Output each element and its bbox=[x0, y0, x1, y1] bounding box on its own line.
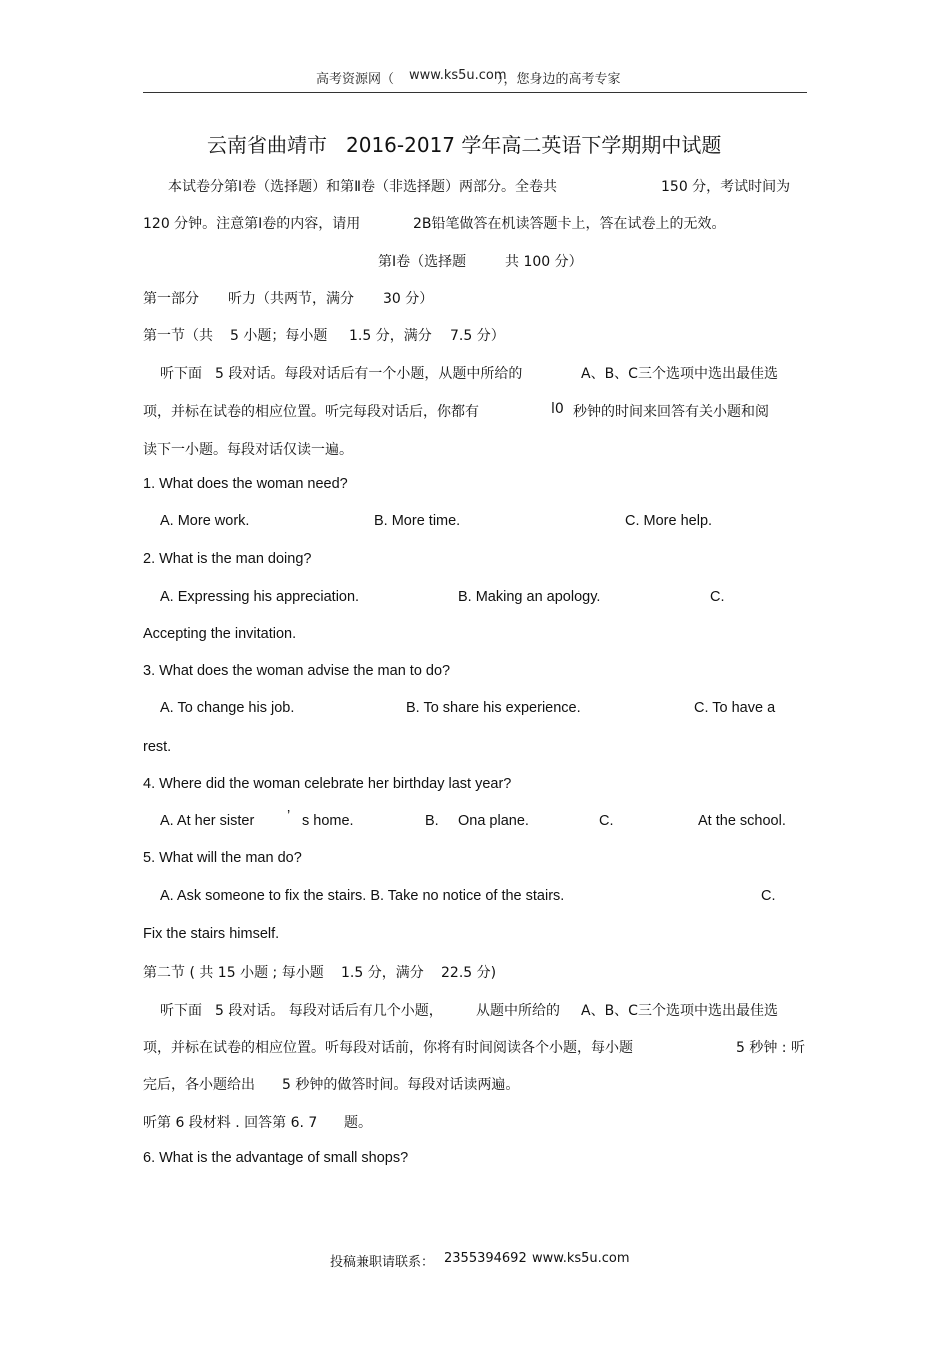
part1-b: 听力（共两节，满分 bbox=[228, 291, 354, 307]
instr2-l1c: 从题中所给的 bbox=[476, 1003, 560, 1019]
q4-option-a3: s home. bbox=[302, 813, 354, 829]
q5-option-c-cont: Fix the stairs himself. bbox=[143, 926, 280, 942]
material6-b: 题。 bbox=[344, 1115, 372, 1131]
instr1-l1c: A、B、C三个选项中选出最佳选 bbox=[581, 366, 778, 382]
q5-option-c: C. bbox=[761, 888, 776, 904]
q4-stem: 4. Where did the woman celebrate her birthday last year? bbox=[143, 776, 512, 792]
q2-option-b: B. Making an apology. bbox=[458, 589, 601, 605]
instr2-l1b: 5 段对话。 每段对话后有几个小题， bbox=[215, 1003, 443, 1019]
q4-option-c1: C. bbox=[599, 813, 614, 829]
volume-heading-a: 第Ⅰ卷（选择题 bbox=[378, 254, 467, 270]
section2-c: 22.5 分) bbox=[441, 965, 497, 981]
footer-phone: 2355394692 bbox=[444, 1251, 527, 1266]
instr2-l1d: A、B、C三个选项中选出最佳选 bbox=[581, 1003, 778, 1019]
q4-option-c2: At the school. bbox=[698, 813, 786, 829]
section2-b: 1.5 分，满分 bbox=[341, 965, 424, 981]
section1-a: 第一节（共 bbox=[143, 328, 213, 344]
q4-option-a2: ’ bbox=[287, 808, 291, 824]
q2-option-a: A. Expressing his appreciation. bbox=[160, 589, 360, 605]
intro-line1a: 本试卷分第Ⅰ卷（选择题）和第Ⅱ卷（非选择题）两部分。全卷共 bbox=[168, 179, 558, 195]
instr2-l2b: 5 秒钟 : 听 bbox=[736, 1040, 805, 1056]
section1-c: 1.5 分，满分 bbox=[349, 328, 432, 344]
q1-stem: 1. What does the woman need? bbox=[143, 476, 348, 492]
footer-site: www.ks5u.com bbox=[532, 1251, 630, 1266]
page-title: 2016-2017 学年高二英语下学期期中试题 bbox=[346, 133, 722, 157]
section1-b: 5 小题；每小题 bbox=[230, 328, 328, 344]
q3-option-a: A. To change his job. bbox=[160, 700, 295, 716]
q2-option-c-cont: Accepting the invitation. bbox=[143, 626, 297, 642]
q1-option-b: B. More time. bbox=[374, 513, 461, 529]
header-text-suffix: ），您身边的高考专家 bbox=[497, 72, 621, 87]
material6-a: 听第 6 段材料 . 回答第 6. 7 bbox=[143, 1115, 318, 1131]
header-rule bbox=[143, 92, 807, 93]
part1-a: 第一部分 bbox=[143, 291, 199, 307]
intro-line2b: 2B铅笔做答在机读答题卡上，答在试卷上的无效。 bbox=[413, 216, 726, 232]
title-left: 云南省曲靖市 bbox=[207, 133, 327, 157]
q4-option-a1: A. At her sister bbox=[160, 813, 255, 829]
q5-options-ab: A. Ask someone to fix the stairs. B. Take no notice of the stairs. bbox=[160, 888, 565, 904]
intro-line2a: 120 分钟。注意第Ⅰ卷的内容，请用 bbox=[143, 216, 361, 232]
q4-option-b2: Ona plane. bbox=[458, 813, 529, 829]
instr2-l3b: 5 秒钟的做答时间。每段对话读两遍。 bbox=[282, 1077, 520, 1093]
q6-stem: 6. What is the advantage of small shops? bbox=[143, 1150, 409, 1166]
instr1-l3: 读下一小题。每段对话仅读一遍。 bbox=[143, 442, 353, 458]
q2-stem: 2. What is the man doing? bbox=[143, 551, 312, 567]
instr2-l1a: 听下面 bbox=[160, 1003, 202, 1019]
q3-option-c-cont: rest. bbox=[143, 739, 172, 755]
instr1-l1b: 5 段对话。每段对话后有一个小题，从题中所给的 bbox=[215, 366, 523, 382]
footer-label: 投稿兼职请联系： bbox=[330, 1255, 435, 1270]
instr1-l1a: 听下面 bbox=[160, 366, 202, 382]
volume-heading-b: 共 100 分） bbox=[505, 254, 583, 270]
q5-stem: 5. What will the man do? bbox=[143, 850, 302, 866]
instr2-l2a: 项，并标在试卷的相应位置。听每段对话前，你将有时间阅读各个小题，每小题 bbox=[143, 1040, 633, 1056]
q1-option-a: A. More work. bbox=[160, 513, 250, 529]
q4-option-b1: B. bbox=[425, 813, 439, 829]
instr2-l3a: 完后，各小题给出 bbox=[143, 1077, 255, 1093]
instr1-l2a: 项，并标在试卷的相应位置。听完每段对话后，你都有 bbox=[143, 404, 479, 420]
q3-option-b: B. To share his experience. bbox=[406, 700, 581, 716]
header-text-prefix: 高考资源网（ bbox=[316, 72, 395, 87]
instr1-l2b: l0 bbox=[551, 401, 564, 417]
q3-option-c: C. To have a bbox=[694, 700, 776, 716]
q1-option-c: C. More help. bbox=[625, 513, 713, 529]
q2-option-c: C. bbox=[710, 589, 725, 605]
instr1-l2c: 秒钟的时间来回答有关小题和阅 bbox=[573, 404, 769, 420]
section1-d: 7.5 分） bbox=[450, 328, 505, 344]
section2-a: 第二节 ( 共 15 小题 ; 每小题 bbox=[143, 965, 324, 981]
intro-line1b: 150 分，考试时间为 bbox=[661, 179, 791, 195]
part1-c: 30 分） bbox=[383, 291, 434, 307]
header-site: www.ks5u.com bbox=[409, 68, 507, 83]
q3-stem: 3. What does the woman advise the man to do? bbox=[143, 663, 451, 679]
